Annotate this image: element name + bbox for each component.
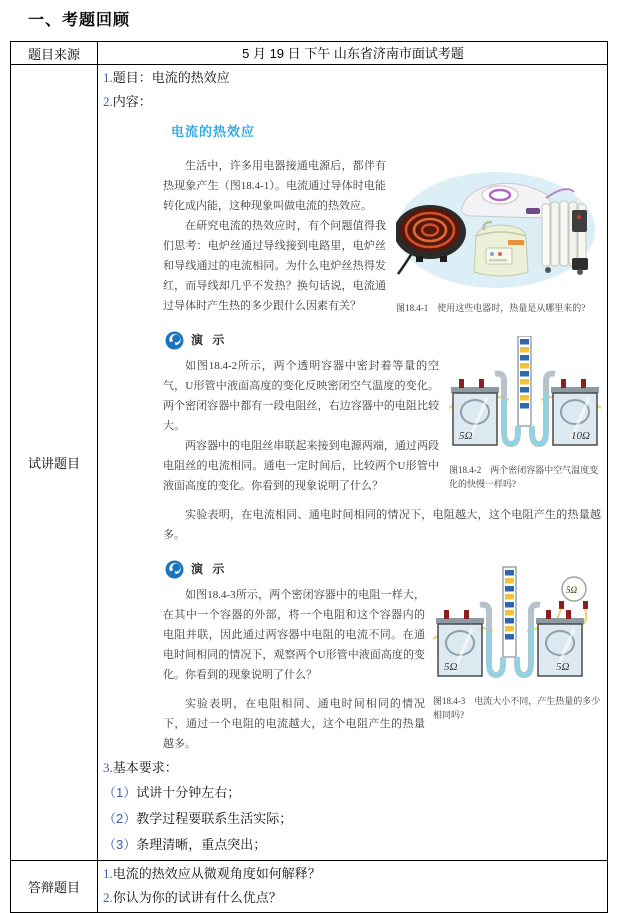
item-text: 内容：: [112, 94, 152, 109]
demo-icon: [165, 331, 184, 350]
rice-cooker-icon: [474, 222, 528, 276]
intro-paragraph-2: 在研究电流的热效应时，有个问题值得我们思考：电炉丝通过导线接到电路里，电炉丝和导线通过的电流相同。为什么电炉丝热得发红，而导线却几乎不发热？换句话说，电流通过导体时产生热的多少跟什么因素有关？: [163, 220, 386, 312]
figure-18-4-2: [449, 336, 601, 491]
resistance-label-left: 5Ω: [459, 430, 473, 442]
textbook-title: 电流的热效应: [171, 124, 256, 139]
demo2-paragraph-1: 如图18.4-3所示，两个密闭容器中的电阻一样大，在其中一个容器的外部，将一个电阻和这个容器内的电阻并联，因此通过两容器中电阻的电流不同。在通电时间相同的情况下，观察两个U形管中液面高度的变化。你看到的现象说明了什么？: [163, 589, 425, 681]
figure-caption: 图18.4-1 使用这些电器时，热量是从哪里来的?: [396, 303, 586, 313]
item-number: 2.: [103, 890, 113, 905]
item-number: 1.: [103, 70, 113, 85]
figure-caption: 图18.4-3 电流大小不同，产生热量的多少相同吗?: [433, 696, 601, 720]
oil-heater-icon: [542, 201, 588, 275]
container-left: [451, 379, 499, 445]
table-row: [11, 42, 608, 65]
textbook-intro-section: [163, 156, 601, 316]
lecture-item-3: [103, 756, 603, 780]
parallel-resistor-apparatus: [433, 565, 601, 685]
appliances-illustration: [396, 170, 601, 292]
lecture-row-label: 试讲题目: [11, 65, 98, 861]
demo1-section: [163, 330, 601, 545]
requirement-1: [103, 780, 603, 806]
figure-caption: 图18.4-2 两个密闭容器中空气温度变化的快慢一样吗?: [449, 465, 599, 489]
table-row: [11, 65, 608, 861]
item-text: 题目：电流的热效应: [112, 70, 230, 85]
two-container-apparatus: [449, 336, 601, 454]
container-right: [536, 610, 584, 676]
table-row: [11, 861, 608, 913]
lecture-item-1: [103, 66, 603, 90]
demo1-paragraph-1: 如图18.4-2所示，两个透明容器中密封着等量的空气，U形管中液面高度的变化反映密闭空气温度的变化。两个密闭容器中都有一段电阻丝，右边容器中的电阻比较大。: [163, 360, 439, 432]
demo1-paragraph-2: 两容器中的电阻丝串联起来接到电源两端，通过两段电阻丝的电流相同。通电一定时间后，比较两个U形管中液面高度的变化。你看到的现象说明了什么？: [163, 440, 439, 492]
item-text: 条理清晰，重点突出；: [136, 837, 267, 852]
exam-review-table: [10, 41, 608, 913]
demo-label: 演 示: [191, 562, 228, 576]
item-number: 3.: [103, 760, 113, 775]
item-text: 教学过程要联系生活实际；: [136, 811, 293, 826]
item-number: （1）: [103, 785, 137, 800]
lecture-cell: [98, 65, 608, 861]
item-number: （2）: [103, 811, 137, 826]
demo2-section: [163, 559, 601, 754]
resistance-label-right: 5Ω: [556, 661, 570, 673]
container-left: [436, 610, 484, 676]
item-text: 基本要求：: [112, 760, 178, 775]
container-right: [551, 379, 599, 445]
defense-question-2: [103, 886, 603, 910]
defense-cell: [98, 861, 608, 913]
resistance-label-right: 10Ω: [571, 430, 590, 442]
source-row-label: 题目来源: [11, 42, 98, 65]
defense-question-1: [103, 862, 603, 886]
demo-icon: [165, 560, 184, 579]
striped-thermometer-column: [520, 339, 529, 409]
intro-paragraph-1: 生活中，许多用电器接通电源后，都伴有热现象产生（图18.4-1）。电流通过导体时电能转化成内能，这种现象叫做电流的热效应。: [163, 160, 386, 212]
textbook-page: [163, 122, 601, 754]
striped-thermometer-column: [505, 570, 514, 640]
figure-18-4-3: [433, 565, 601, 722]
source-row-value: 5 月 19 日 下午 山东省济南市面试考题: [98, 42, 608, 65]
item-number: 2.: [103, 94, 113, 109]
item-text: 电流的热效应从微观角度如何解释？: [112, 866, 321, 881]
resistance-label-parallel: 5Ω: [566, 585, 578, 595]
demo-label: 演 示: [191, 333, 228, 347]
demo2-conclusion: 实验表明，在电阻相同、通电时间相同的情况下，通过一个电阻的电流越大，这个电阻产生的热量越多。: [163, 698, 425, 750]
defense-row-label: 答辩题目: [11, 861, 98, 913]
requirement-3: [103, 832, 603, 858]
lecture-item-2: [103, 90, 603, 114]
figure-18-4-1: [396, 170, 601, 315]
requirement-2: [103, 806, 603, 832]
resistance-label-left: 5Ω: [444, 661, 458, 673]
item-number: （3）: [103, 837, 137, 852]
page-title: 一、考题回顾: [28, 12, 131, 29]
demo1-conclusion: 实验表明，在电流相同、通电时间相同的情况下，电阻越大，这个电阻产生的热量越多。: [163, 509, 601, 541]
item-number: 1.: [103, 866, 113, 881]
item-text: 试讲十分钟左右；: [136, 785, 241, 800]
item-text: 你认为你的试讲有什么优点？: [112, 890, 282, 905]
